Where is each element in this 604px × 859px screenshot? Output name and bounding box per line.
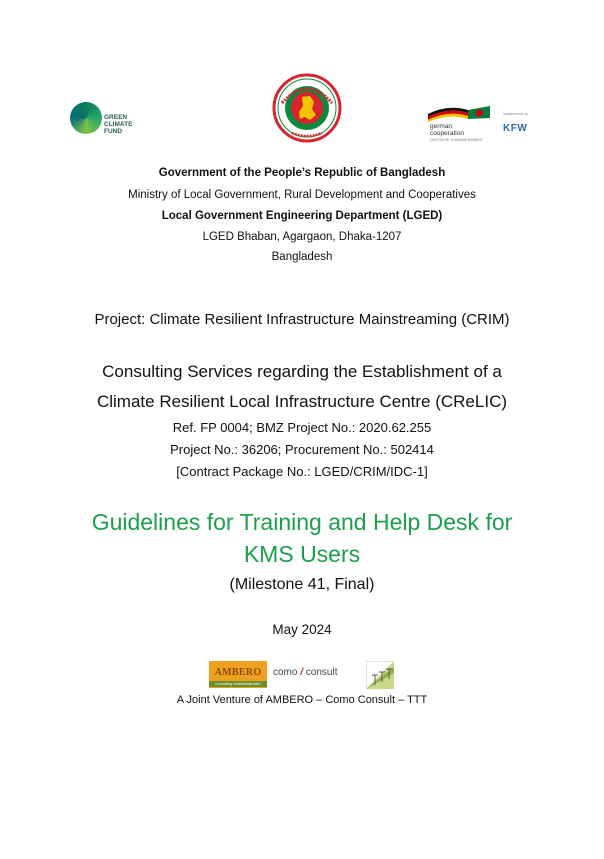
kfw-implemented-by: Implemented by xyxy=(503,112,528,116)
kfw-logo xyxy=(503,112,537,138)
german-cooperation-logo xyxy=(428,104,492,144)
reference-line-1: Ref. FP 0004; BMZ Project No.: 2020.62.255 xyxy=(172,420,432,435)
gcf-logo-text xyxy=(104,114,132,135)
como-slash: / xyxy=(300,667,304,678)
address-line: LGED Bhaban, Agargaon, Dhaka-1207 xyxy=(202,231,402,243)
government-seal-icon xyxy=(272,73,342,143)
ministry-line: Ministry of Local Government, Rural Development and Cooperatives xyxy=(128,189,476,201)
giz-line-1: german xyxy=(430,123,453,130)
gcf-line-2: CLIMATE xyxy=(104,121,133,128)
kfw-name: KFW xyxy=(503,123,528,134)
green-climate-fund-logo xyxy=(70,100,140,144)
gcf-globe-icon xyxy=(70,102,102,134)
reference-line-3: [Contract Package No.: LGED/CRIM/IDC-1] xyxy=(176,464,428,479)
gcf-line-1: GREEN xyxy=(104,114,128,121)
ambero-subtitle: Consulting Gesellschaft mbH xyxy=(209,681,267,687)
consulting-line-1: Consulting Services regarding the Establishment of a xyxy=(102,362,502,381)
reference-line-2: Project No.: 36206; Procurement No.: 502414 xyxy=(170,442,434,457)
ambero-logo xyxy=(209,661,267,688)
consult-text: consult xyxy=(305,667,338,678)
german-flag-icon xyxy=(428,104,492,122)
project-title: Project: Climate Resilient Infrastructure Mainstreaming (CRIM) xyxy=(94,311,510,328)
ttt-logo-icon xyxy=(366,661,394,689)
joint-venture-line: A Joint Venture of AMBERO – Como Consult – TTT xyxy=(176,694,428,706)
giz-small-text: DEUTSCHE ZUSAMMENARBEIT xyxy=(430,138,483,142)
document-title-line-1: Guidelines for Training and Help Desk for xyxy=(91,509,513,535)
como-text: como xyxy=(273,667,298,678)
document-date: May 2024 xyxy=(272,622,332,637)
como-consult-logo xyxy=(273,667,337,678)
consulting-line-2: Climate Resilient Local Infrastructure Centre (CReLIC) xyxy=(96,392,508,411)
ambero-name: AMBERO xyxy=(214,667,262,678)
milestone-label: (Milestone 41, Final) xyxy=(229,576,375,593)
government-line: Government of the People’s Republic of Bangladesh xyxy=(158,167,446,179)
giz-line-2: cooperation xyxy=(430,129,464,137)
country-line: Bangladesh xyxy=(271,251,333,263)
department-line: Local Government Engineering Department (LGED) xyxy=(161,210,443,222)
document-title-line-2: KMS Users xyxy=(243,541,361,567)
gcf-line-3: FUND xyxy=(104,128,123,135)
giz-logo-text xyxy=(430,124,483,144)
